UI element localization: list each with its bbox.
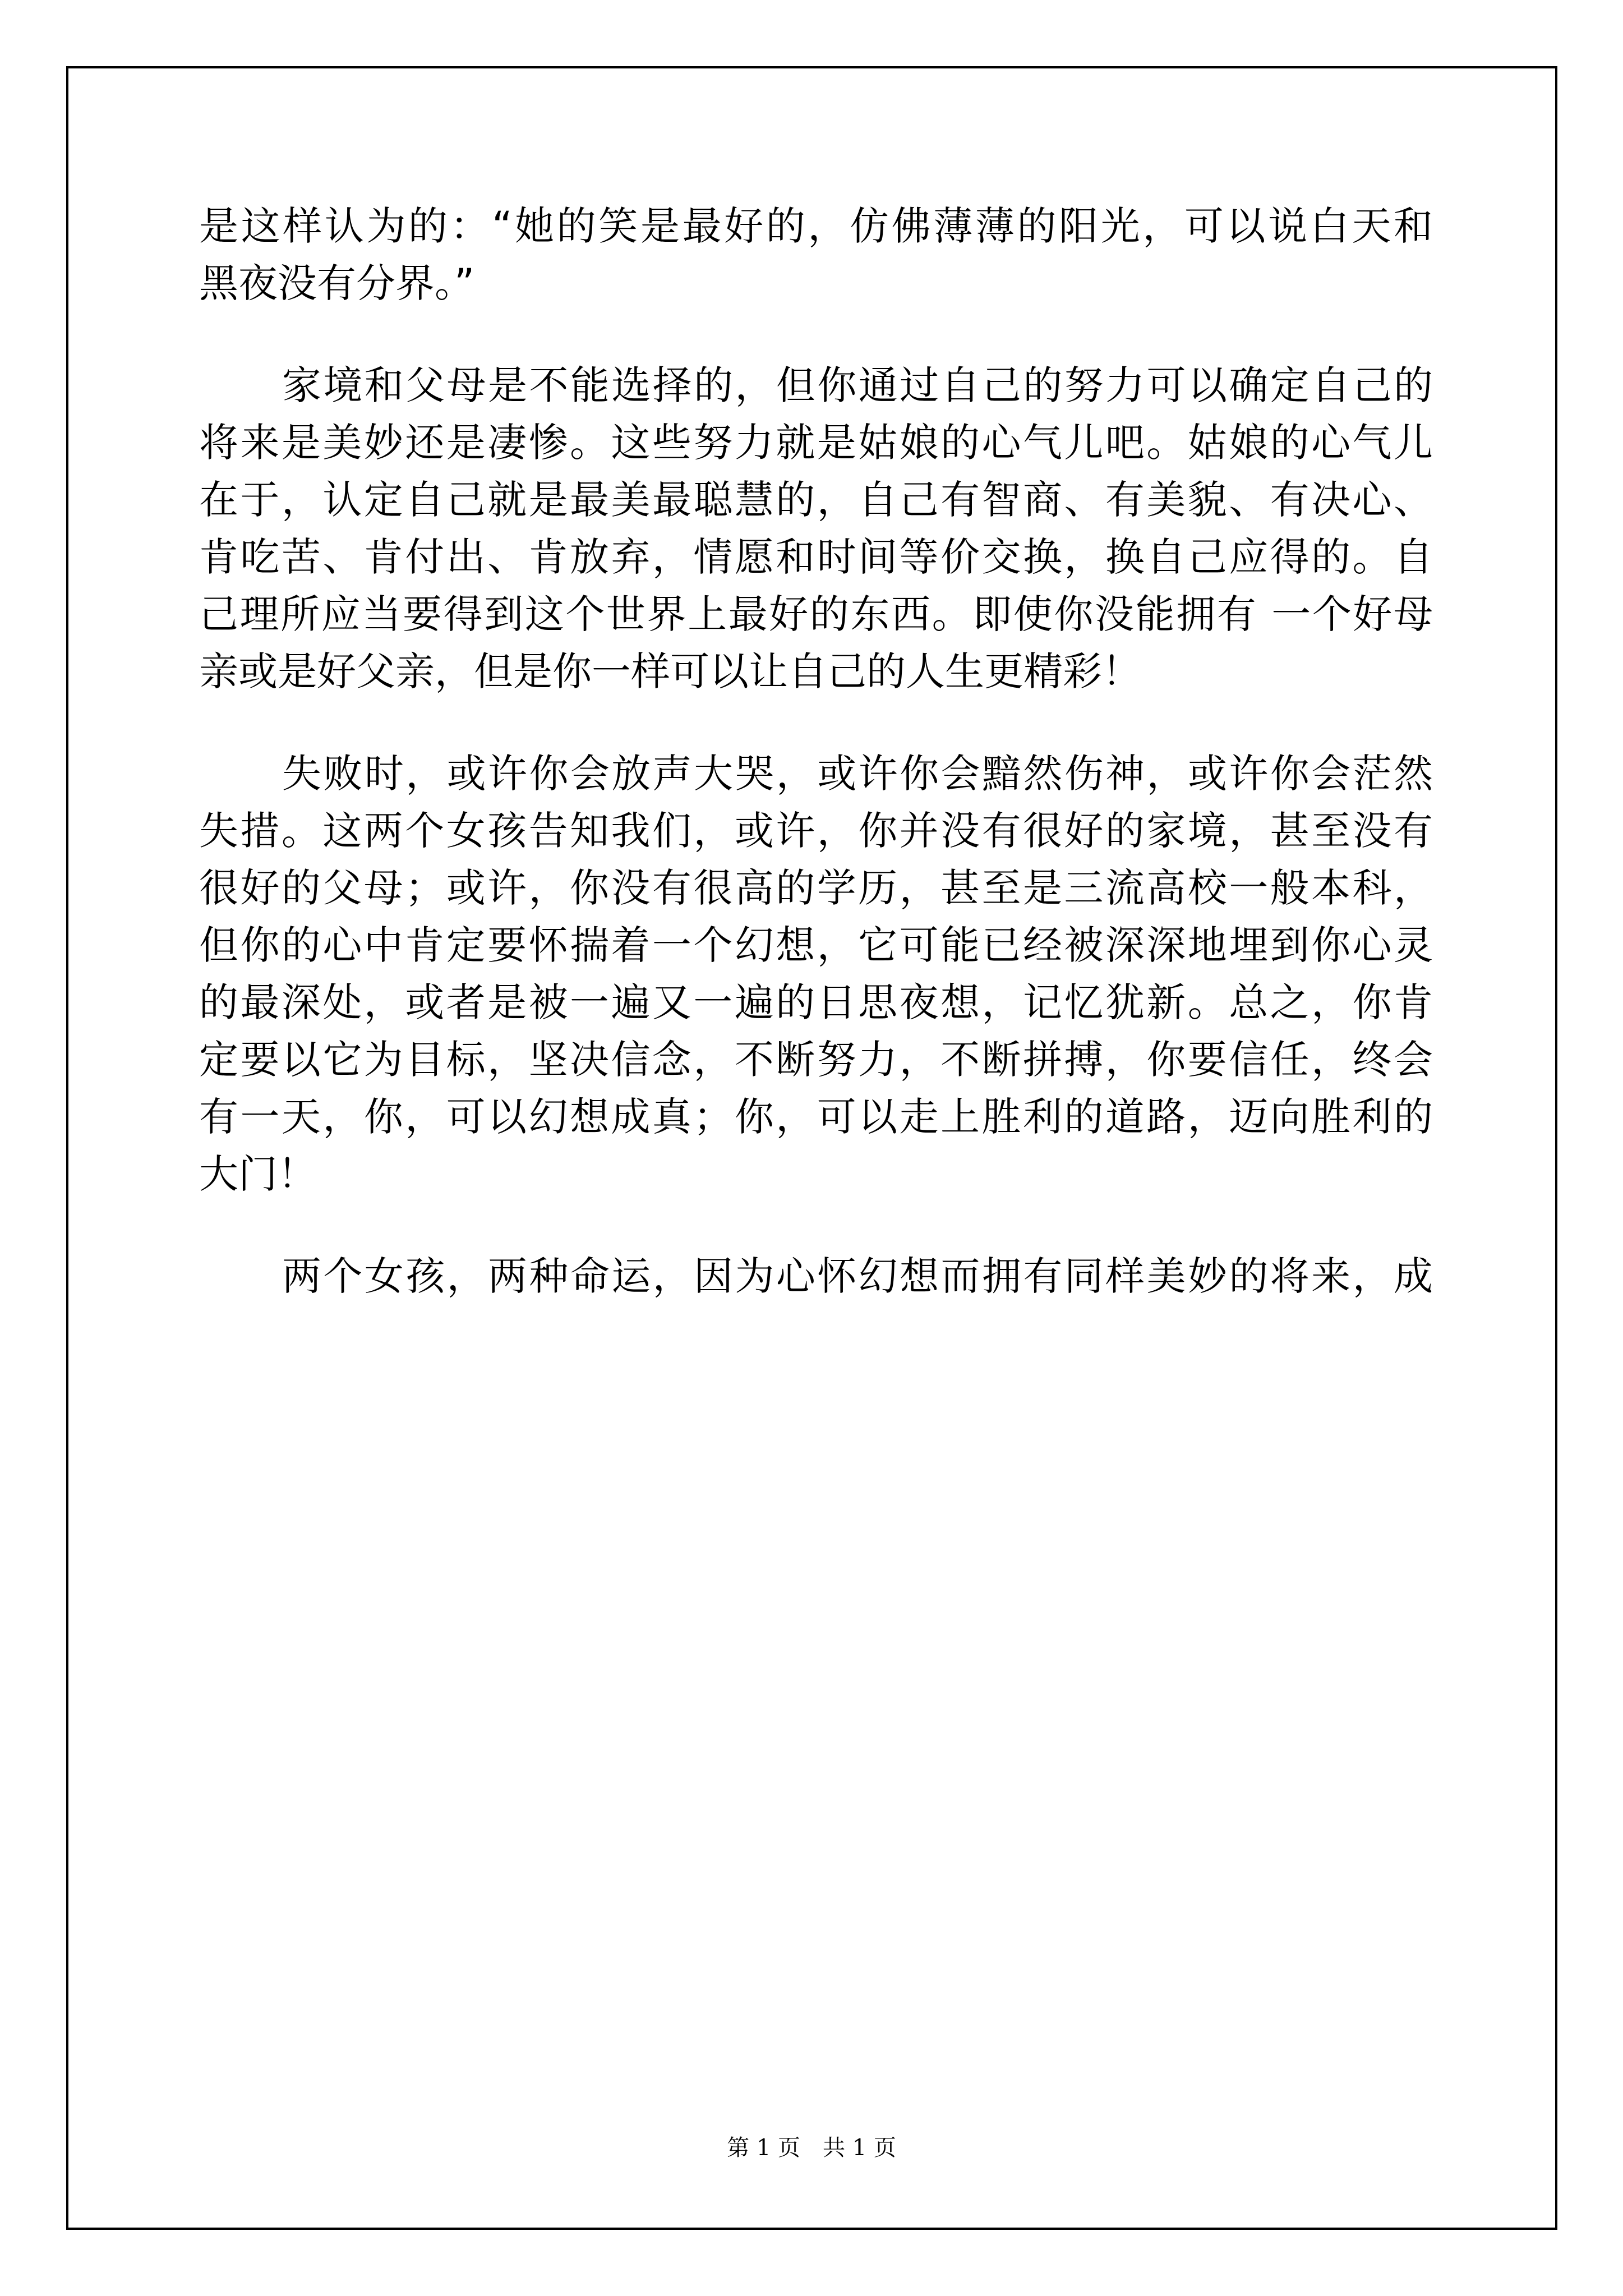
text-line: 亲或是好父亲，但是你一样可以让自己的人生更精彩！: [199, 648, 1141, 694]
text-line: 大门！: [199, 1151, 317, 1197]
text-line: 的最深处，或者是被一遍又一遍的日思夜想，记忆犹新。总之，你肯: [199, 979, 1433, 1025]
text-line: 将来是美妙还是凄惨。这些努力就是姑娘的心气儿吧。姑娘的心气儿: [199, 420, 1433, 466]
text-line: 失败时，或许你会放声大哭，或许你会黯然伤神，或许你会茫然: [282, 751, 1433, 797]
page-number-footer: 第 1 页 共 1 页: [727, 2135, 896, 2161]
text-line: 但你的心中肯定要怀揣着一个幻想，它可能已经被深深地埋到你心灵: [199, 922, 1433, 968]
document-body: [199, 197, 1433, 1305]
text-line: 很好的父母；或许，你没有很高的学历，甚至是三流高校一般本科，: [199, 865, 1433, 911]
text-line: 黑夜没有分界。”: [199, 260, 475, 306]
text-line: 己理所应当要得到这个世界上最好的东西。即使你没能拥有 一个好母: [199, 591, 1433, 637]
text-line: 肯吃苦、肯付出、肯放弃，情愿和时间等价交换，换自己应得的。自: [199, 534, 1433, 580]
text-line: 有一天，你，可以幻想成真；你，可以走上胜利的道路，迈向胜利的: [199, 1094, 1433, 1140]
text-line: 失措。这两个女孩告知我们，或许，你并没有很好的家境，甚至没有: [199, 808, 1433, 854]
text-line: 家境和父母是不能选择的，但你通过自己的努力可以确定自己的: [282, 362, 1433, 408]
text-line: 定要以它为目标，坚决信念，不断努力，不断拼搏，你要信任，终会: [199, 1037, 1433, 1083]
text-line: 在于，认定自己就是最美最聪慧的，自己有智商、有美貌、有决心、: [199, 477, 1433, 523]
text-line: 是这样认为的：“她的笑是最好的，仿佛薄薄的阳光，可以说白天和: [199, 203, 1433, 249]
text-line: 两个女孩，两种命运，因为心怀幻想而拥有同样美妙的将来，成: [282, 1253, 1433, 1299]
